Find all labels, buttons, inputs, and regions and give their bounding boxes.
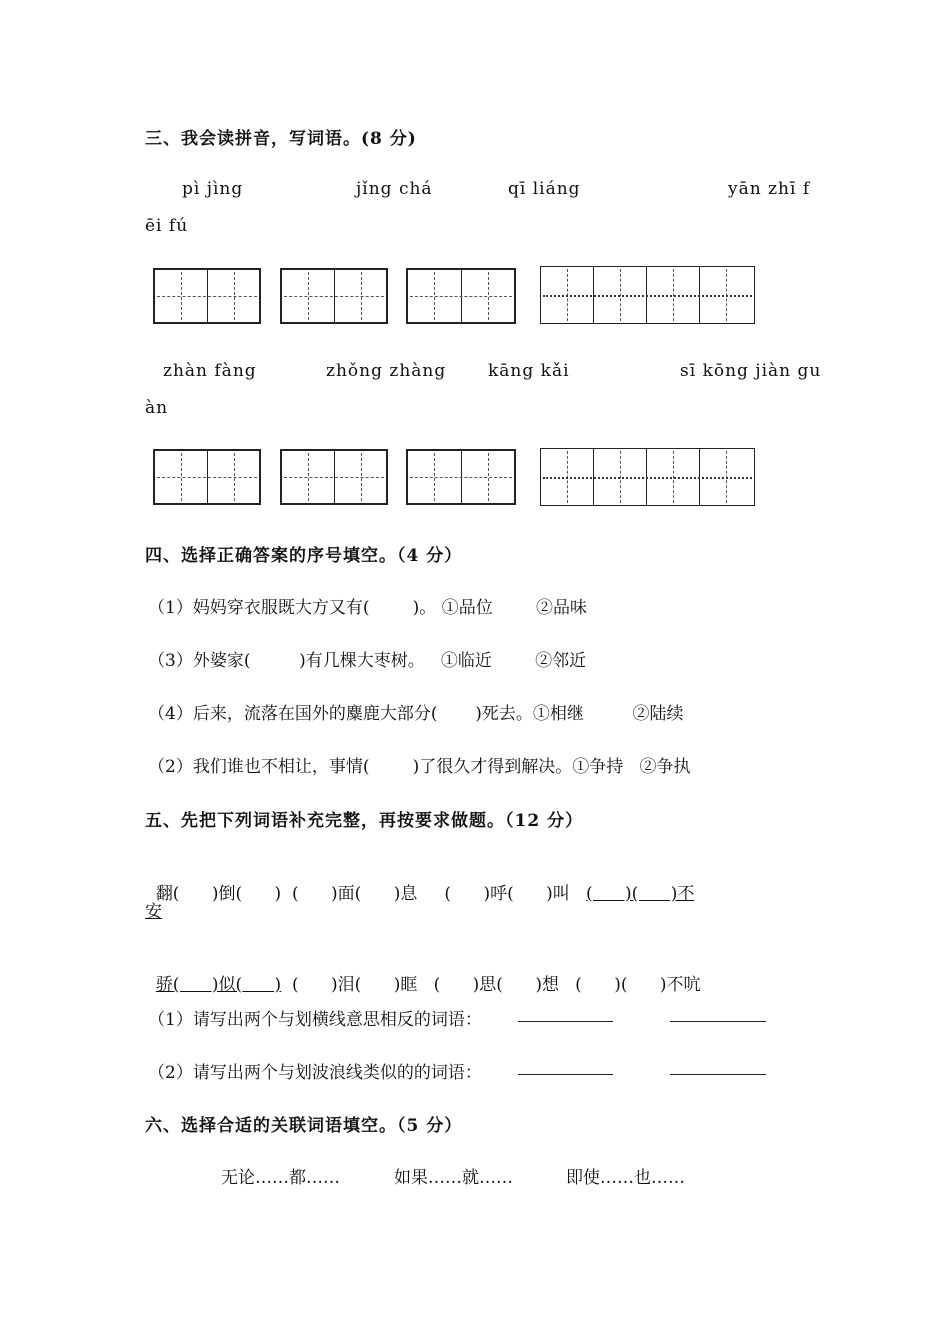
writing-grid-4[interactable]	[540, 266, 755, 324]
conjunction-option-3: 即使……也……	[566, 1168, 685, 1188]
question-5-2-text: （2）请写出两个与划波浪线类似的的词语：	[148, 1063, 482, 1083]
answer-blank-5-1b[interactable]	[670, 1021, 766, 1022]
pinyin-6: zhǒng zhàng	[326, 361, 447, 381]
conjunction-option-1: 无论……都……	[221, 1168, 340, 1188]
section4-title: 四、选择正确答案的序号填空。（4 分）	[145, 546, 463, 566]
question-5-2	[148, 1058, 482, 1083]
writing-grid-8[interactable]	[540, 448, 755, 506]
writing-grid-7[interactable]	[406, 449, 516, 505]
writing-grid-5[interactable]	[153, 449, 261, 505]
writing-grid-3[interactable]	[406, 268, 516, 324]
question-5-1	[148, 1005, 482, 1030]
section6-title: 六、选择合适的关联词语填空。（5 分）	[145, 1116, 463, 1136]
question-4-4: （4）后来，流落在国外的麋鹿大部分( )死去。①相继 ②陆续	[148, 704, 684, 724]
question-4-1: （1）妈妈穿衣服既大方又有( )。 ①品位 ②品味	[148, 598, 587, 618]
idiom-line-1	[145, 859, 694, 904]
conjunction-option-2: 如果……就……	[394, 1168, 513, 1188]
writing-grid-1[interactable]	[153, 268, 261, 324]
idiom-line-2	[145, 950, 701, 995]
pinyin-7: kāng kǎi	[488, 361, 570, 381]
section5-title: 五、先把下列词语补充完整，再按要求做题。（12 分）	[145, 811, 584, 831]
pinyin-3: qī liáng	[508, 179, 581, 199]
answer-blank-5-2b[interactable]	[670, 1074, 766, 1075]
question-4-3: （3）外婆家( )有几棵大枣树。 ①临近 ②邻近	[148, 651, 587, 671]
idiom-line-2-text: ( )泪( )眶 ( )思( )想 ( )( )不吭	[281, 975, 701, 995]
pinyin-4: yān zhī f	[728, 179, 811, 199]
question-4-2: （2）我们谁也不相让，事情( )了很久才得到解决。①争持 ②争执	[148, 757, 691, 777]
idiom-underlined-1: ( )( )不	[585, 884, 695, 904]
answer-blank-5-1a[interactable]	[518, 1021, 613, 1022]
writing-grid-6[interactable]	[280, 449, 388, 505]
question-5-1-text: （1）请写出两个与划横线意思相反的词语：	[148, 1010, 482, 1030]
answer-blank-5-2a[interactable]	[518, 1074, 613, 1075]
idiom-line-1-wrap: 安	[145, 902, 162, 922]
pinyin-4-wrap: ēi fú	[145, 216, 189, 236]
pinyin-2: jǐng chá	[356, 179, 433, 199]
pinyin-1: pì jìng	[182, 179, 244, 199]
pinyin-5: zhàn fàng	[163, 361, 257, 381]
idiom-underlined-2: 骄( )似( )	[155, 975, 282, 995]
pinyin-8-wrap: àn	[145, 398, 169, 418]
section3-title: 三、我会读拼音，写词语。(8 分)	[145, 129, 417, 149]
idiom-line-1-text: 翻( )倒( ) ( )面( )息 ( )呼( )叫	[155, 884, 570, 904]
writing-grid-2[interactable]	[280, 268, 388, 324]
pinyin-8: sī kōng jiàn gu	[680, 361, 822, 381]
